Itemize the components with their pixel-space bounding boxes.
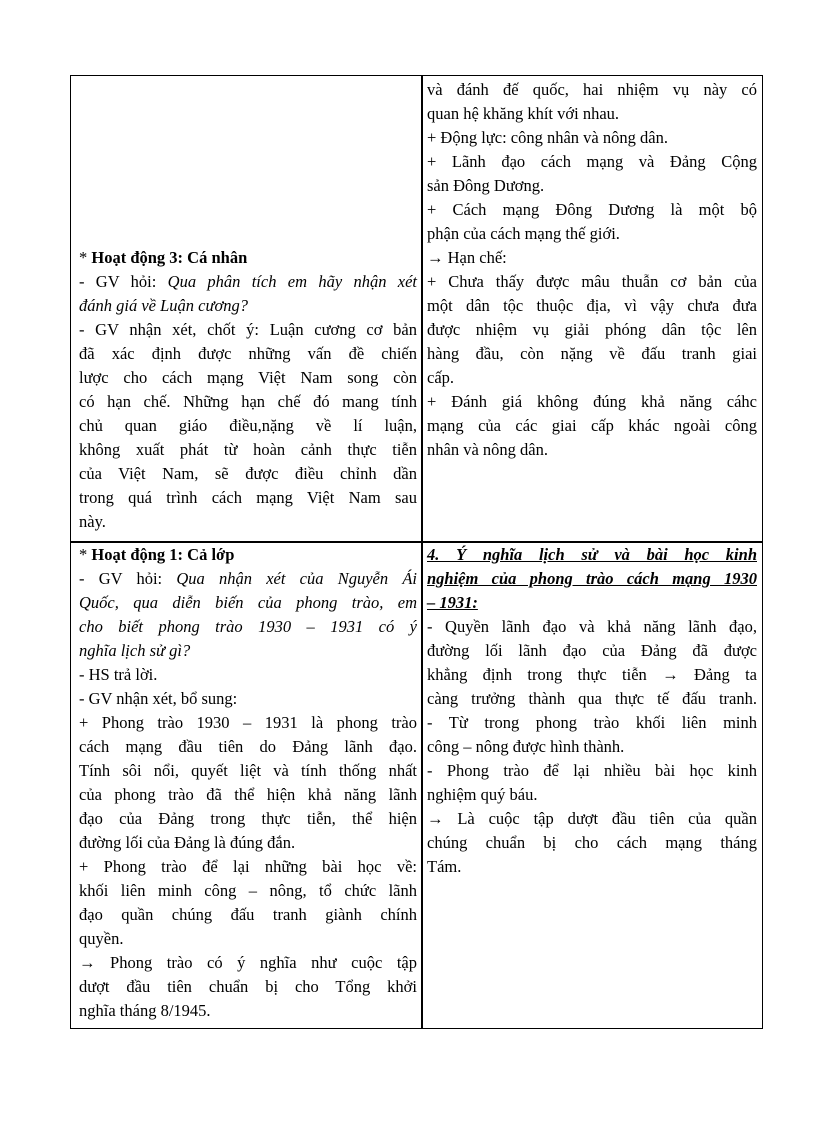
- arrow-right-icon: →: [427, 809, 444, 828]
- section4-line: - Phong trào để lại nhiều bài học kinh: [427, 761, 757, 780]
- activity1-question-cont: Quốc, qua diễn biến của phong trào, em: [79, 593, 417, 612]
- point1-line: cách mạng đầu tiên do Đảng lãnh đạo.: [79, 737, 417, 756]
- section4-title: – 1931:: [427, 593, 478, 612]
- section4-title: 4. Ý nghĩa lịch sử và bài học kinh: [427, 545, 757, 564]
- point2-line: + Phong trào để lại những bài học về:: [79, 857, 417, 876]
- section4-line: đường lối lãnh đạo của Đảng đã được: [427, 641, 757, 660]
- theses-line: + Cách mạng Đông Dương là một bộ: [427, 200, 757, 219]
- section4-line: càng trưởng thành qua thực tế đấu tranh.: [427, 689, 757, 708]
- theses-line: sản Đông Dương.: [427, 176, 545, 195]
- section4-line: khẳng định trong thực tiễn → Đảng ta: [427, 665, 757, 684]
- teacher-comment: - GV nhận xét, bổ sung:: [79, 689, 238, 708]
- limits-line: cấp.: [427, 368, 455, 387]
- theses-line: quan hệ khăng khít với nhau.: [427, 104, 620, 123]
- arrow-right-icon: →: [79, 953, 96, 972]
- final-line: Tám.: [427, 857, 462, 876]
- point1-line: đạo của Đảng trong thực tiễn, thể hiện: [79, 809, 417, 828]
- activity3-heading: * Hoạt động 3: Cá nhân: [79, 248, 248, 267]
- activity1-conclusion-line: dượt đầu tiên chuẩn bị cho Tổng khởi: [79, 977, 417, 996]
- activity1-heading: * Hoạt động 1: Cả lớp: [79, 545, 235, 564]
- limits-line: + Chưa thấy được mâu thuẫn cơ bản của: [427, 272, 757, 291]
- limits-line: một dân tộc thuộc địa, vì vậy chưa đưa: [427, 296, 757, 315]
- limits-line: hàng đầu, còn nặng về đấu tranh giai: [427, 344, 757, 363]
- activity3-conclusion-line: có hạn chế. Những hạn chế đó mang tính: [79, 392, 417, 411]
- student-answer: - HS trả lời.: [79, 665, 158, 684]
- activity1-conclusion-line: → Phong trào có ý nghĩa như cuộc tập: [79, 953, 417, 972]
- final-line: → Là cuộc tập dượt đầu tiên của quần: [427, 809, 757, 828]
- activity3-conclusion-line: của Việt Nam, sẽ được điều chỉnh dần: [79, 464, 417, 483]
- activity3-conclusion-line: lược cho cách mạng Việt Nam song còn: [79, 368, 417, 387]
- point1-line: đường lối của Đảng là đúng đắn.: [79, 833, 296, 852]
- point2-line: khối liên minh công – nông, tổ chức lãnh: [79, 881, 417, 900]
- activity3-conclusion-line: chủ quan giáo điều,nặng về lí luận,: [79, 416, 417, 435]
- section4-line: - Quyền lãnh đạo và khả năng lãnh đạo,: [427, 617, 757, 636]
- point2-line: quyền.: [79, 929, 124, 948]
- section4-line: công – nông được hình thành.: [427, 737, 625, 756]
- arrow-right-icon: →: [427, 248, 444, 267]
- section4-title: nghiệm của phong trào cách mạng 1930: [427, 569, 757, 588]
- activity3-conclusion-line: - GV nhận xét, chốt ý: Luận cương cơ bản: [79, 320, 417, 339]
- final-line: chúng chuẩn bị cho cách mạng tháng: [427, 833, 757, 852]
- activity3-conclusion-line: không xuất phát từ hoàn cảnh thực tiễn: [79, 440, 417, 459]
- column-divider: [421, 76, 423, 1028]
- activity3-conclusion-line: đã xác định được những vấn đề chiến: [79, 344, 417, 363]
- point2-line: đạo quần chúng đấu tranh giành chính: [79, 905, 417, 924]
- limits-line: + Đánh giá không đúng khả năng cáhc: [427, 392, 757, 411]
- activity3-question: - GV hỏi: Qua phân tích em hãy nhận xét: [79, 272, 418, 291]
- limits-line: nhân và nông dân.: [427, 440, 548, 459]
- activity1-question: - GV hỏi: Qua nhận xét của Nguyễn Ái: [79, 569, 417, 588]
- theses-line: và đánh đế quốc, hai nhiệm vụ này có: [427, 80, 757, 99]
- section4-line: - Từ trong phong trào khối liên minh: [427, 713, 757, 732]
- limits-heading: → Hạn chế:: [427, 248, 507, 267]
- activity1-conclusion-line: nghĩa tháng 8/1945.: [79, 1001, 211, 1020]
- theses-line: phận của cách mạng thế giới.: [427, 224, 620, 243]
- section4-line: nghiệm quý báu.: [427, 785, 538, 804]
- limits-line: được nhiệm vụ giải phóng dân tộc lên: [427, 320, 757, 339]
- activity3-question-cont: đánh giá về Luận cương?: [79, 296, 249, 315]
- point1-line: Tính sôi nổi, quyết liệt và tính thống nhất: [79, 761, 417, 780]
- activity1-question-cont: nghĩa lịch sử gì?: [79, 641, 191, 660]
- lesson-table: [70, 75, 763, 1029]
- activity1-question-cont: cho biết phong trào 1930 – 1931 có ý: [79, 617, 417, 636]
- point1-line: của phong trào đã thể hiện khả năng lãnh: [79, 785, 417, 804]
- theses-line: + Lãnh đạo cách mạng và Đảng Cộng: [427, 152, 757, 171]
- activity3-conclusion-line: này.: [79, 512, 106, 531]
- limits-line: mạng của các giai cấp khác ngoài công: [427, 416, 757, 435]
- point1-line: + Phong trào 1930 – 1931 là phong trào: [79, 713, 417, 732]
- activity3-conclusion-line: trong quá trình cách mạng Việt Nam sau: [79, 488, 417, 507]
- theses-line: + Động lực: công nhân và nông dân.: [427, 128, 668, 147]
